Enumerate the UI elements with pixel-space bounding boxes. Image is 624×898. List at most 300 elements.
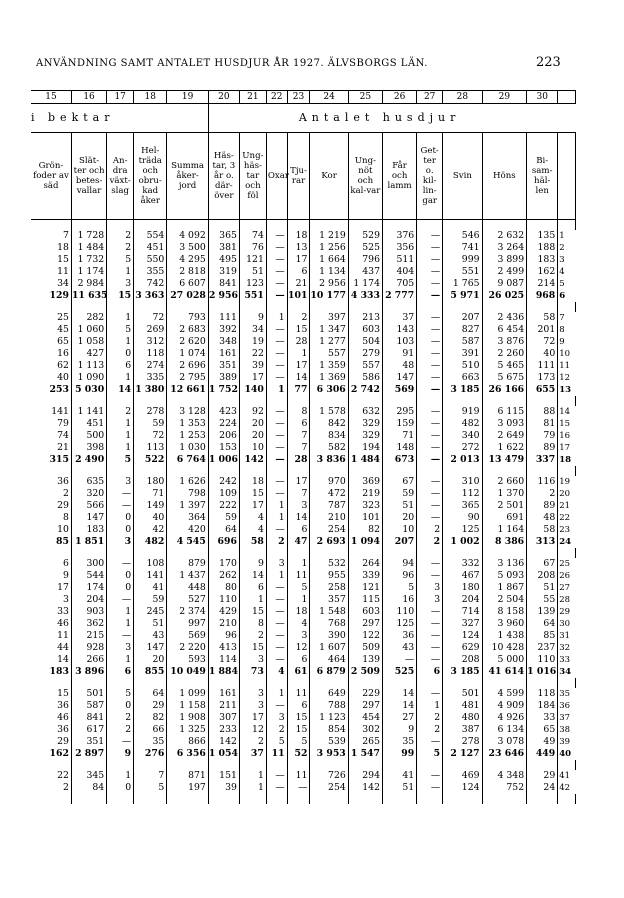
- table-cell: 504: [348, 336, 382, 348]
- spacer-cell: [208, 548, 239, 558]
- table-cell: 3: [239, 700, 266, 712]
- column-header: Get-ter o. kil-lin-gar: [417, 133, 443, 220]
- spacer-cell: [167, 760, 208, 770]
- table-cell: 2 632: [482, 230, 527, 242]
- table-cell: 1: [107, 770, 134, 782]
- table-cell: 1 359: [310, 360, 348, 372]
- table-cell: 222: [208, 500, 239, 512]
- table-row: [31, 476, 576, 488]
- table-cell: 116: [527, 476, 558, 488]
- table-cell: 111: [527, 360, 558, 372]
- table-cell: 796: [348, 254, 382, 266]
- table-cell: 278: [134, 406, 167, 418]
- column-number-cell: 22: [266, 91, 287, 104]
- table-cell: 1 728: [71, 230, 106, 242]
- table-cell: 3: [266, 558, 287, 570]
- table-row: [31, 312, 576, 324]
- column-number-cell: 17: [107, 91, 134, 104]
- table-cell: 81: [527, 418, 558, 430]
- table-cell: 52: [287, 748, 310, 760]
- table-cell: 1: [417, 700, 443, 712]
- table-cell: 793: [167, 312, 208, 324]
- spacer-cell: [310, 548, 348, 558]
- table-cell: 161: [208, 348, 239, 360]
- table-cell: 174: [71, 582, 106, 594]
- spacer-cell: [287, 466, 310, 476]
- table-cell: 51: [239, 266, 266, 278]
- table-cell: 2: [266, 724, 287, 736]
- table-cell: 258: [310, 582, 348, 594]
- table-cell: 28: [287, 454, 310, 466]
- table-cell: 210: [208, 618, 239, 630]
- table-cell: 5 971: [443, 290, 482, 302]
- table-cell: 525: [348, 242, 382, 254]
- spacer-cell: [417, 760, 443, 770]
- row-number: 41: [559, 771, 571, 781]
- table-cell: 115: [348, 594, 382, 606]
- table-cell: 129: [31, 290, 71, 302]
- column-header: Svin: [443, 133, 482, 220]
- table-cell: 2 795: [167, 372, 208, 384]
- spacer-cell: [287, 396, 310, 406]
- table-cell: 741: [443, 242, 482, 254]
- table-cell: 6: [107, 666, 134, 678]
- table-cell: 15: [287, 324, 310, 336]
- table-cell: 180: [443, 582, 482, 594]
- table-cell: 1: [107, 266, 134, 278]
- table-cell: 34: [239, 324, 266, 336]
- table-cell: 2: [527, 488, 558, 500]
- table-cell: 8 158: [482, 606, 527, 618]
- table-cell: 297: [348, 700, 382, 712]
- spacer-cell: [239, 396, 266, 406]
- table-cell: 586: [348, 372, 382, 384]
- spacer-cell: [134, 302, 167, 312]
- column-number-cell: 21: [239, 91, 266, 104]
- table-cell: —: [417, 688, 443, 700]
- spacer-cell: [167, 220, 208, 231]
- spacer-cell: [443, 466, 482, 476]
- table-cell: 20: [383, 512, 417, 524]
- table-cell: 348: [208, 336, 239, 348]
- table-cell: 2: [107, 242, 134, 254]
- table-row: [31, 736, 576, 748]
- table-cell: —: [417, 442, 443, 454]
- table-cell: 91: [383, 348, 417, 360]
- table-cell: 141: [134, 570, 167, 582]
- table-cell: 742: [134, 278, 167, 290]
- row-number: 28: [559, 595, 571, 605]
- table-cell: 15: [287, 724, 310, 736]
- spacer-cell: [527, 466, 558, 476]
- spacer-cell: [527, 678, 558, 688]
- table-cell: 74: [239, 230, 266, 242]
- table-cell: —: [266, 582, 287, 594]
- table-cell: 183: [31, 666, 71, 678]
- spacer-cell: [310, 678, 348, 688]
- table-cell: 4 092: [167, 230, 208, 242]
- spacer-cell: [348, 396, 382, 406]
- table-cell: 1 732: [71, 254, 106, 266]
- table-cell: 323: [348, 500, 382, 512]
- column-number-cell: 30: [527, 91, 558, 104]
- spacer-cell: [208, 466, 239, 476]
- table-cell: —: [417, 476, 443, 488]
- table-cell: 397: [310, 312, 348, 324]
- table-cell: 5 465: [482, 360, 527, 372]
- column-header: [558, 133, 576, 220]
- table-row: [31, 594, 576, 606]
- table-cell: 5: [266, 736, 287, 748]
- table-cell: 10: [383, 524, 417, 536]
- spacer-cell: [527, 548, 558, 558]
- table-row: [31, 782, 576, 794]
- column-header: Höns: [482, 133, 527, 220]
- table-cell: 3: [239, 654, 266, 666]
- table-cell: 48: [383, 360, 417, 372]
- spacer-cell: [443, 794, 482, 804]
- table-cell: 3: [287, 500, 310, 512]
- table-cell: 557: [348, 360, 382, 372]
- table-cell: 40: [527, 348, 558, 360]
- table-cell: 39: [239, 360, 266, 372]
- table-cell: 539: [310, 736, 348, 748]
- spacer-cell: [287, 760, 310, 770]
- table-cell: —: [107, 736, 134, 748]
- row-number: 7: [559, 313, 565, 323]
- table-cell: 2: [266, 536, 287, 548]
- table-cell: 1: [266, 512, 287, 524]
- table-cell: 3 078: [482, 736, 527, 748]
- table-cell: 34: [31, 278, 71, 290]
- spacer-cell: [134, 466, 167, 476]
- table-cell: 5: [107, 688, 134, 700]
- spacer-cell: [417, 678, 443, 688]
- table-cell: 27: [383, 712, 417, 724]
- spacer-row: [31, 396, 576, 406]
- table-row: [31, 642, 576, 654]
- table-cell: 7: [287, 488, 310, 500]
- spacer-cell: [107, 302, 134, 312]
- table-cell: 140: [239, 384, 266, 396]
- table-cell: 11: [287, 570, 310, 582]
- table-cell: 11 635: [71, 290, 108, 301]
- table-cell: 20: [134, 654, 167, 666]
- row-number: 31: [559, 631, 571, 641]
- table-cell: 362: [71, 618, 106, 630]
- table-cell: 550: [134, 254, 167, 266]
- table-cell: 1: [266, 688, 287, 700]
- table-row: [31, 558, 576, 570]
- row-number: 15: [559, 419, 571, 429]
- table-cell: 1: [287, 594, 310, 606]
- table-cell: 3 264: [482, 242, 527, 254]
- spacer-cell: [558, 396, 576, 406]
- table-cell: —: [417, 430, 443, 442]
- table-cell: 11: [287, 770, 310, 782]
- table-cell: 49: [527, 736, 558, 748]
- table-cell: 3: [266, 712, 287, 724]
- spacer-cell: [107, 396, 134, 406]
- table-cell: 14: [383, 700, 417, 712]
- table-row: [31, 524, 576, 536]
- column-header: Ung-häs-tar och föl: [239, 133, 266, 220]
- table-cell: 4 545: [167, 536, 208, 548]
- table-cell: 5 000: [482, 654, 527, 666]
- table-cell: 2: [417, 524, 443, 536]
- spacer-cell: [266, 396, 287, 406]
- table-cell: 1 353: [167, 418, 208, 430]
- spacer-cell: [31, 548, 71, 558]
- spacer-cell: [443, 396, 482, 406]
- table-cell: 18: [287, 606, 310, 618]
- table-cell: 46: [31, 712, 71, 724]
- table-cell: 72: [134, 430, 167, 442]
- row-number: 34: [559, 667, 572, 677]
- table-cell: —: [417, 290, 443, 302]
- table-cell: 2: [417, 536, 443, 548]
- table-cell: 0: [107, 582, 134, 594]
- spacer-cell: [134, 396, 167, 406]
- spacer-cell: [558, 760, 576, 770]
- table-cell: 173: [527, 372, 558, 384]
- table-cell: 300: [71, 558, 106, 570]
- table-cell: 472: [310, 488, 348, 500]
- spacer-cell: [482, 396, 527, 406]
- table-cell: 18: [287, 230, 310, 242]
- table-cell: 582: [310, 442, 348, 454]
- table-cell: 139: [527, 606, 558, 618]
- table-cell: —: [107, 558, 134, 570]
- spacer-cell: [31, 760, 71, 770]
- table-cell: 51: [383, 782, 417, 794]
- table-cell: 15: [239, 488, 266, 500]
- table-cell: 135: [527, 230, 558, 242]
- spacer-cell: [107, 466, 134, 476]
- table-cell: 1 765: [443, 278, 482, 290]
- row-number: 24: [559, 537, 572, 547]
- spacer-cell: [107, 760, 134, 770]
- table-cell: 59: [134, 594, 167, 606]
- table-cell: 1 054: [208, 748, 238, 759]
- table-row: [31, 488, 576, 500]
- table-cell: 2 501: [482, 500, 527, 512]
- table-cell: 6: [417, 666, 443, 678]
- table-cell: 787: [310, 500, 348, 512]
- table-cell: 141: [31, 406, 71, 418]
- table-cell: 2: [417, 712, 443, 724]
- table-cell: 1 369: [310, 372, 348, 384]
- table-cell: 15: [107, 290, 134, 302]
- spacer-cell: [417, 794, 443, 804]
- table-cell: 551: [443, 266, 482, 278]
- table-cell: 29: [134, 700, 167, 712]
- row-number: 4: [559, 267, 565, 277]
- sum-row: [31, 536, 576, 548]
- table-cell: 4 333: [348, 290, 382, 302]
- table-cell: 554: [134, 230, 167, 242]
- row-number: 9: [559, 337, 565, 347]
- table-cell: 92: [239, 406, 266, 418]
- table-cell: 43: [134, 630, 167, 642]
- table-cell: 335: [134, 372, 167, 384]
- table-cell: 1 094: [348, 536, 382, 548]
- table-row: [31, 372, 576, 384]
- table-cell: 28: [287, 336, 310, 348]
- table-cell: 23 646: [482, 748, 527, 760]
- table-cell: 919: [443, 406, 482, 418]
- column-header: Grön-foder av säd: [31, 133, 71, 220]
- table-cell: 3: [107, 278, 134, 290]
- table-cell: 1 664: [310, 254, 348, 266]
- table-row: [31, 688, 576, 700]
- table-cell: 10: [239, 442, 266, 454]
- table-cell: 207: [443, 312, 482, 324]
- table-cell: 22: [239, 348, 266, 360]
- spacer-cell: [383, 220, 417, 231]
- column-number-cell: [558, 91, 576, 104]
- table-cell: 26 166: [482, 384, 527, 396]
- table-row: [31, 700, 576, 712]
- table-cell: 85: [527, 630, 558, 642]
- table-cell: 854: [310, 724, 348, 736]
- table-cell: 5: [134, 782, 167, 794]
- table-cell: —: [383, 654, 417, 666]
- row-number: 13: [559, 385, 572, 395]
- table-cell: 4: [239, 512, 266, 524]
- table-cell: 20: [239, 418, 266, 430]
- table-cell: 1 134: [310, 266, 348, 278]
- table-cell: 272: [443, 442, 482, 454]
- table-cell: 5 030: [71, 384, 106, 396]
- table-cell: 213: [348, 312, 382, 324]
- table-cell: 3 896: [71, 666, 106, 678]
- table-row: [31, 442, 576, 454]
- column-number-cell: 16: [71, 91, 106, 104]
- table-row: [31, 606, 576, 618]
- table-cell: 18: [239, 476, 266, 488]
- table-cell: 1: [266, 500, 287, 512]
- row-number: 33: [559, 655, 571, 665]
- table-cell: 482: [134, 536, 167, 548]
- table-cell: 197: [167, 782, 208, 794]
- table-cell: 603: [348, 324, 382, 336]
- table-cell: 18: [31, 242, 71, 254]
- table-cell: 1 002: [443, 536, 482, 548]
- spacer-cell: [71, 302, 106, 312]
- table-cell: 2 620: [167, 336, 208, 348]
- spacer-row: [31, 466, 576, 476]
- column-header: Hel-träda och obru-kad åker: [134, 133, 167, 220]
- table-cell: 6 607: [167, 278, 208, 290]
- spacer-cell: [417, 302, 443, 312]
- table-cell: 11: [266, 748, 287, 760]
- spacer-cell: [167, 678, 208, 688]
- table-cell: 207: [383, 536, 417, 548]
- spacer-cell: [208, 396, 239, 406]
- table-cell: 71: [383, 430, 417, 442]
- table-cell: 569: [383, 384, 417, 396]
- table-cell: —: [107, 488, 134, 500]
- spacer-cell: [527, 794, 558, 804]
- table-cell: 208: [527, 570, 558, 582]
- table-cell: 147: [383, 372, 417, 384]
- spacer-cell: [443, 760, 482, 770]
- table-cell: 10 049: [167, 666, 208, 678]
- table-cell: 10 177: [310, 290, 348, 302]
- table-cell: 2 509: [348, 666, 382, 678]
- table-cell: 123: [239, 278, 266, 290]
- table-cell: —: [417, 630, 443, 642]
- table-cell: 9: [239, 312, 266, 324]
- table-cell: 1 016: [527, 666, 557, 677]
- table-cell: 14: [239, 570, 266, 582]
- table-cell: 2 693: [310, 536, 348, 548]
- column-header: Slät-ter och betes-vallar: [71, 133, 106, 220]
- table-cell: 0: [107, 700, 134, 712]
- table-cell: 451: [134, 242, 167, 254]
- spacer-cell: [134, 760, 167, 770]
- column-header: Summa åker-jord: [167, 133, 208, 220]
- row-number: 23: [559, 525, 571, 535]
- spacer-cell: [383, 548, 417, 558]
- table-cell: 89: [527, 500, 558, 512]
- table-cell: 297: [348, 618, 382, 630]
- table-cell: 551: [239, 290, 266, 302]
- table-cell: 3 960: [482, 618, 527, 630]
- table-cell: 2 984: [71, 278, 106, 290]
- table-cell: 9 087: [482, 278, 527, 290]
- table-cell: 345: [71, 770, 106, 782]
- table-cell: —: [266, 418, 287, 430]
- column-number-cell: 24: [310, 91, 348, 104]
- table-cell: 312: [134, 336, 167, 348]
- table-cell: 387: [443, 724, 482, 736]
- table-cell: 0: [107, 570, 134, 582]
- table-row: [31, 512, 576, 524]
- group-label-right: Antalet husdjur: [298, 111, 461, 124]
- spacer-cell: [71, 760, 106, 770]
- table-cell: 1 626: [167, 476, 208, 488]
- table-cell: 29: [31, 500, 71, 512]
- group-label-left: i bektar: [31, 104, 208, 133]
- table-cell: 3: [417, 594, 443, 606]
- table-cell: —: [417, 406, 443, 418]
- table-cell: 3: [107, 536, 134, 548]
- table-cell: 2: [107, 230, 134, 242]
- spacer-cell: [239, 678, 266, 688]
- table-cell: 35: [134, 736, 167, 748]
- table-cell: 6: [287, 418, 310, 430]
- table-cell: 391: [443, 348, 482, 360]
- table-cell: 1 074: [167, 348, 208, 360]
- row-number: 40: [559, 749, 572, 759]
- table-cell: 90: [443, 512, 482, 524]
- spacer-cell: [239, 466, 266, 476]
- table-cell: 451: [71, 418, 106, 430]
- table-cell: 36: [383, 630, 417, 642]
- spacer-cell: [107, 678, 134, 688]
- spacer-cell: [348, 794, 382, 804]
- row-number: 39: [559, 737, 571, 747]
- row-number: 42: [559, 783, 571, 793]
- spacer-row: [31, 794, 576, 804]
- table-cell: —: [417, 500, 443, 512]
- table-cell: —: [266, 372, 287, 384]
- table-cell: 245: [134, 606, 167, 618]
- table-cell: —: [417, 454, 443, 466]
- sum-row: [31, 748, 576, 760]
